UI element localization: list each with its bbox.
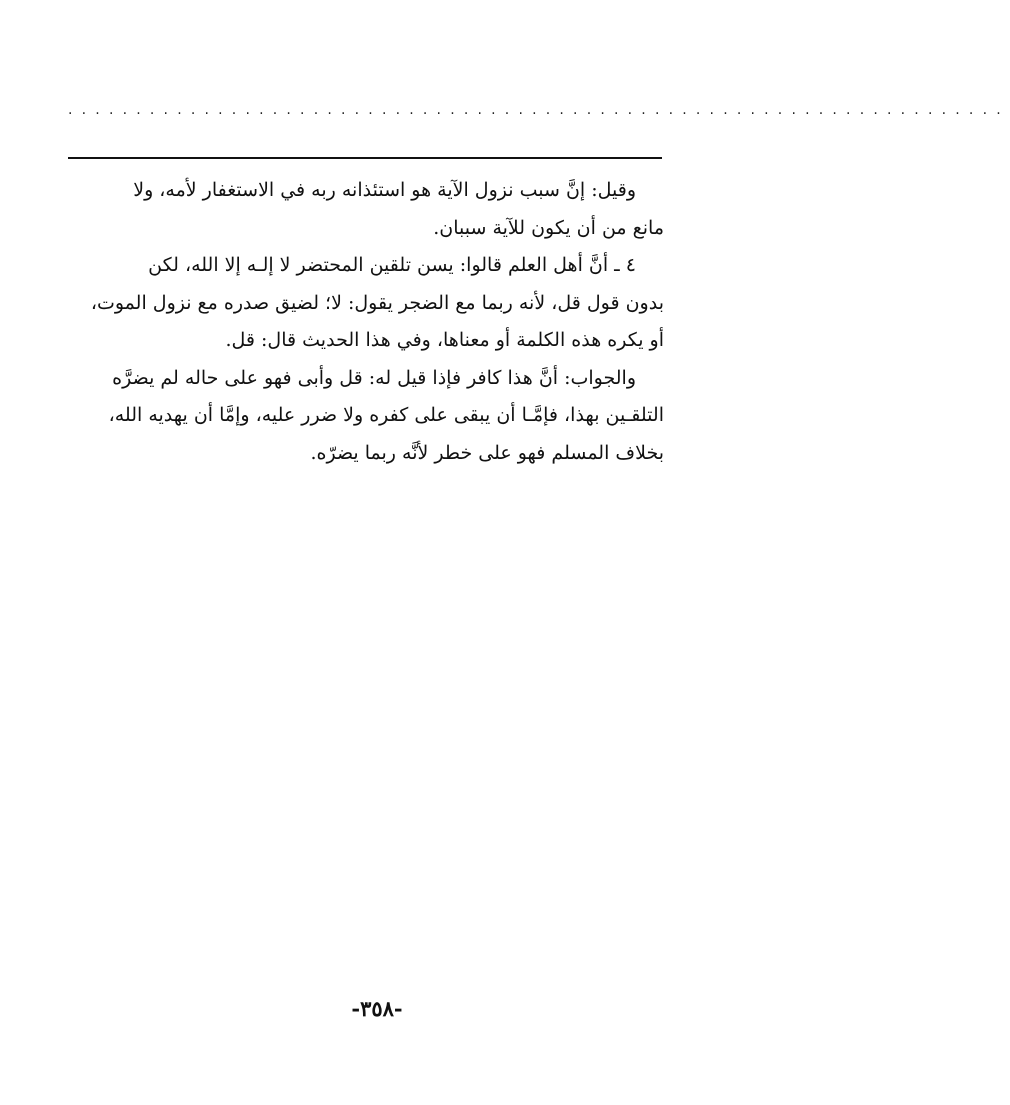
- text-line: أو يكره هذه الكلمة أو معناها، وفي هذا الحديث قال: قل.: [225, 329, 664, 351]
- paragraph-3: [66, 360, 664, 473]
- text-line: ٤ ـ أنَّ أهل العلم قالوا: يسن تلقين المحتضر لا إلـه إلا الله، لكن: [148, 254, 636, 276]
- dotted-separator: .....................................................................: [68, 102, 1010, 118]
- text-line: وقيل: إنَّ سبب نزول الآية هو استئذانه ربه في الاستغفار لأمه، ولا: [133, 179, 636, 201]
- paragraph-2: [66, 247, 664, 360]
- text-line: بخلاف المسلم فهو على خطر لأنَّه ربما يضرّه.: [310, 441, 664, 464]
- text-line: بدون قول قل، لأنه ربما مع الضجر يقول: لا؛ لضيق صدره مع نزول الموت،: [90, 291, 664, 314]
- footnote-rule: [68, 157, 662, 159]
- text-line: التلقـين بهذا، فإمَّـا أن يبقى على كفره ولا ضرر عليه، وإمَّا أن يهديه الله،: [108, 404, 664, 426]
- paragraph-1: [66, 172, 664, 247]
- text-line: مانع من أن يكون للآية سببان.: [433, 216, 664, 239]
- main-text: [66, 172, 664, 472]
- page-number: -٣٥٨-: [351, 996, 403, 1021]
- text-line: والجواب: أنَّ هذا كافر فإذا قيل له: قل وأبى فهو على حاله لم يضرَّه: [112, 366, 636, 389]
